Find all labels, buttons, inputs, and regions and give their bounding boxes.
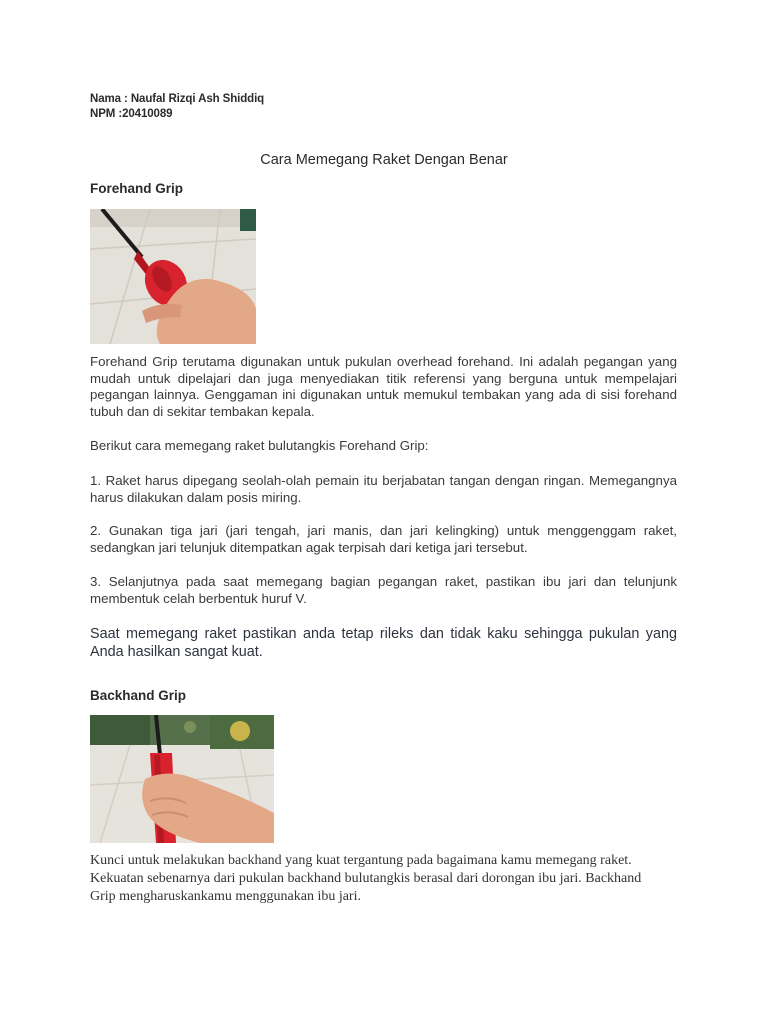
backhand-heading: Backhand Grip xyxy=(90,688,187,703)
student-name: Nama : Naufal Rizqi Ash Shiddiq xyxy=(90,93,265,105)
forehand-paragraph-1: Forehand Grip terutama digunakan untuk pukulan overhead forehand. Ini adalah pegangan yang mudah untuk dipelajari dan juga menyediakan titik referensi yang berguna untuk mempelajari pegangan lainnya. Genggaman ini digunakan untuk memukul tembakan yang ada di sisi forehand tubuh dan di sekitar tembakan kepala. xyxy=(90,354,677,419)
document-title: Cara Memegang Raket Dengan Benar xyxy=(260,152,508,168)
forehand-heading: Forehand Grip xyxy=(90,181,184,196)
forehand-step-2: 2. Gunakan tiga jari (jari tengah, jari manis, dan jari kelingking) untuk menggenggam raket, sedangkan jari telunjuk ditempatkan agak terpisah dari ketiga jari tersebut. xyxy=(90,523,677,555)
forehand-closing-paragraph: Saat memegang raket pastikan anda tetap rileks dan tidak kaku sehingga pukulan yang Anda hasilkan sangat kuat. xyxy=(90,626,677,660)
forehand-paragraph-2: Berikut cara memegang raket bulutangkis Forehand Grip: xyxy=(90,438,429,453)
forehand-step-3: 3. Selanjutnya pada saat memegang bagian pegangan raket, pastikan ibu jari dan telunjunk membentuk celah berbentuk huruf V. xyxy=(90,574,677,606)
backhand-grip-photo xyxy=(90,715,274,843)
student-npm: NPM :20410089 xyxy=(90,108,173,120)
forehand-grip-photo xyxy=(90,209,256,344)
backhand-paragraph: Kunci untuk melakukan backhand yang kuat tergantung pada bagaimana kamu memegang raket. Kekuatan sebenarnya dari pukulan backhand bulutangkis berasal dari dorongan ibu jari. Backhand Grip mengharuskankamu menggunakan ibu jari. xyxy=(90,853,642,904)
forehand-step-1: 1. Raket harus dipegang seolah-olah pemain itu berjabatan tangan dengan ringan. Memegangnya harus dilakukan dalam posis miring. xyxy=(90,473,677,505)
